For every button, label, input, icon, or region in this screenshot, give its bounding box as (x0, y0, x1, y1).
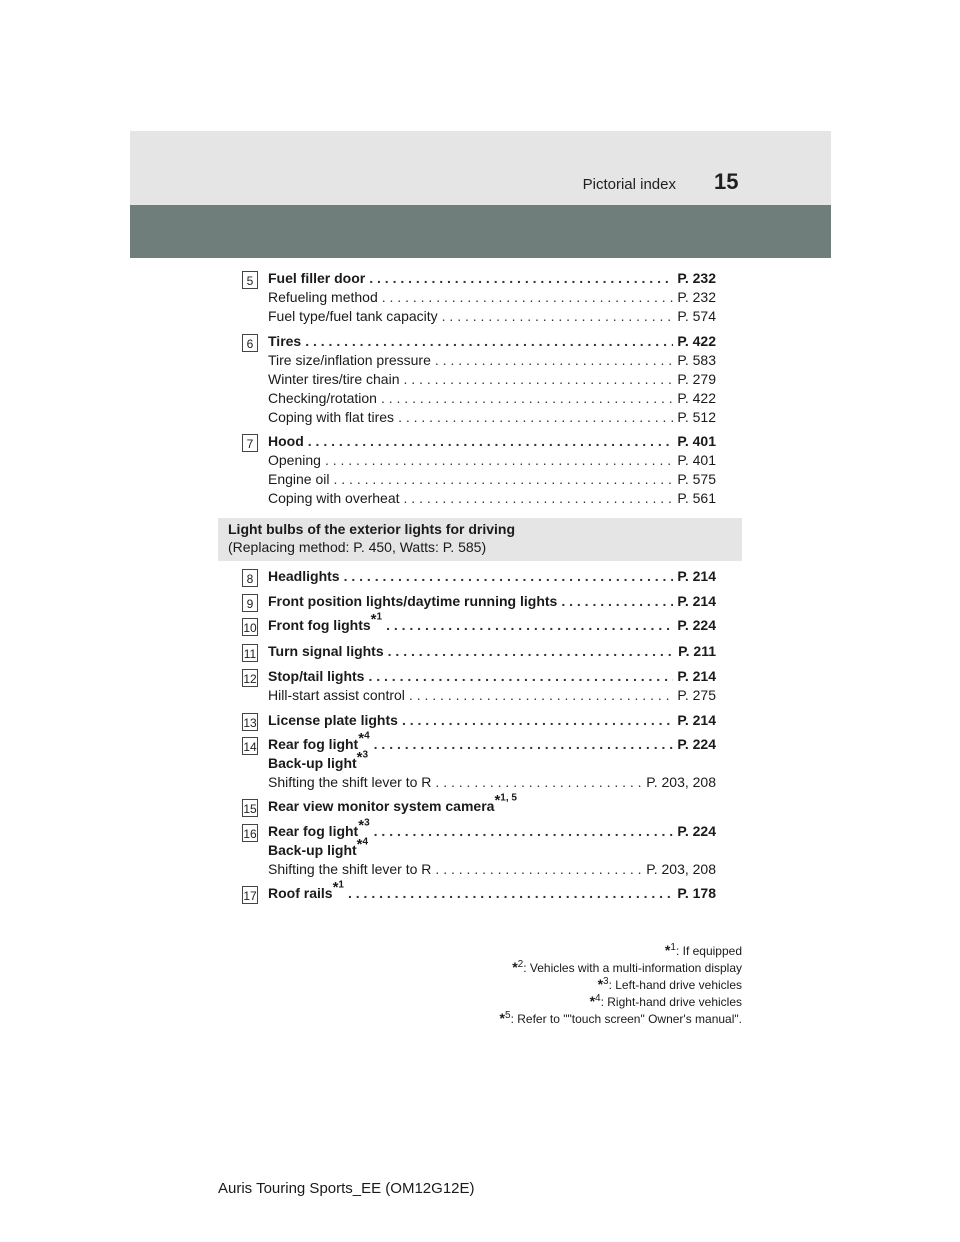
entry-label: Tires (268, 333, 302, 349)
footnote-ref: 4 (364, 731, 370, 743)
page-reference[interactable]: P. 211 (678, 643, 716, 659)
index-entry (242, 333, 716, 428)
entry-main-line (268, 270, 716, 289)
entry-number-badge: 7 (242, 434, 258, 452)
entry-label: Engine oil (268, 471, 330, 487)
dot-leader (403, 371, 673, 387)
entry-label: Opening (268, 452, 321, 468)
index-entry (242, 668, 716, 706)
asterisk-mark: * (597, 976, 604, 992)
section-title: Pictorial index (582, 176, 676, 193)
index-entry (242, 643, 716, 662)
entry-label: Hood (268, 433, 304, 449)
entry-number-badge: 6 (242, 334, 258, 352)
footnote-number: 1 (670, 942, 676, 953)
entry-label: License plate lights (268, 712, 398, 728)
index-entry (242, 730, 716, 793)
dot-leader (374, 823, 674, 839)
header-dark-band (130, 205, 831, 258)
footnote-ref: 1 (338, 880, 344, 892)
dot-leader (305, 333, 673, 349)
footnote-text: : Refer to ""touch screen" Owner's manual". (510, 1012, 742, 1026)
footnote-row (500, 959, 742, 976)
page-reference[interactable]: P. 275 (677, 687, 716, 703)
page-reference[interactable]: P. 203, 208 (646, 861, 716, 877)
asterisk-mark: * (356, 749, 363, 767)
dot-leader (348, 885, 673, 901)
page-reference[interactable]: P. 214 (677, 568, 716, 584)
entry-label: Tire size/inflation pressure (268, 352, 431, 368)
asterisk-mark: * (589, 993, 596, 1009)
dot-leader (374, 736, 674, 752)
entry-label: Roof rails$^{*^1}$ (268, 879, 344, 901)
dot-leader (325, 452, 673, 468)
entry-main-line (268, 433, 716, 452)
entry-label: Checking/rotation (268, 390, 377, 406)
entry-sub-line (268, 774, 716, 793)
page-reference[interactable]: P. 232 (677, 289, 716, 305)
entry-main-line (268, 817, 716, 842)
footnote-number: 5 (505, 1010, 511, 1021)
footer-manual-id: Auris Touring Sports_EE (OM12G12E) (218, 1180, 475, 1197)
dot-leader (308, 433, 674, 449)
footnote-marker (356, 836, 369, 854)
footnote-row (500, 993, 742, 1010)
entry-number-badge: 15 (242, 799, 258, 817)
dot-leader (388, 643, 674, 659)
index-entry (242, 593, 716, 612)
entry-label: Fuel filler door (268, 270, 366, 286)
entry-main-line (268, 568, 716, 587)
asterisk-mark: * (664, 942, 671, 958)
entry-number-badge: 10 (242, 618, 258, 636)
dot-leader (381, 390, 673, 406)
footnote-text: : If equipped (675, 944, 742, 958)
entry-sub-line (268, 352, 716, 371)
entry-sub-line (268, 390, 716, 409)
page-reference[interactable]: P. 224 (677, 736, 716, 752)
entry-sub-line (268, 289, 716, 308)
entry-number-badge: 5 (242, 271, 258, 289)
entry-main-line (268, 643, 716, 662)
page-reference[interactable]: P. 574 (677, 308, 716, 324)
footnote-ref: 4 (362, 837, 369, 849)
entry-label: Back-up light$^{*^4}$ (268, 836, 369, 858)
entry-main-line (268, 668, 716, 687)
dot-leader (561, 593, 673, 609)
entry-main-line (268, 712, 716, 731)
entry-sub-line (268, 308, 716, 327)
index-entry (242, 712, 716, 731)
entry-sub-line (268, 687, 716, 706)
entry-sub-line (268, 371, 716, 390)
footnote-row (500, 976, 742, 993)
index-entry (242, 792, 716, 817)
page-reference[interactable]: P. 512 (677, 409, 716, 425)
dot-leader (442, 308, 674, 324)
footnote-ref: 3 (364, 818, 370, 830)
page-reference[interactable]: P. 401 (677, 433, 716, 449)
footnote-ref: 1, 5 (500, 793, 517, 805)
entry-number-badge: 9 (242, 594, 258, 612)
entry-label: Rear fog light$^{*^4}$ (268, 730, 370, 752)
dot-leader (409, 687, 673, 703)
entry-sub-line (268, 490, 716, 509)
dot-leader (369, 270, 673, 286)
entry-label: Coping with overheat (268, 490, 400, 506)
entry-number-badge: 14 (242, 737, 258, 755)
dot-leader (435, 861, 642, 877)
footnote-marker (332, 879, 344, 897)
page-reference[interactable]: P. 214 (677, 593, 716, 609)
asterisk-mark: * (512, 959, 518, 975)
footnote-number: 3 (603, 976, 609, 987)
dot-leader (368, 668, 673, 684)
entry-label: Hill-start assist control (268, 687, 405, 703)
page-reference[interactable]: P. 214 (677, 668, 716, 684)
asterisk-mark: * (356, 836, 363, 854)
dot-leader (382, 289, 674, 305)
footnote-marker (356, 749, 369, 767)
entry-label: Winter tires/tire chain (268, 371, 400, 387)
section-heading: Light bulbs of the exterior lights for driving (228, 521, 515, 537)
footnote-text: : Vehicles with a multi-information display (523, 961, 742, 975)
asterisk-mark: * (358, 730, 365, 748)
asterisk-mark: * (370, 611, 377, 629)
entry-label: Stop/tail lights (268, 668, 365, 684)
entry-label: Fuel type/fuel tank capacity (268, 308, 438, 324)
entry-label: Coping with flat tires (268, 409, 395, 425)
index-entry (242, 270, 716, 327)
dot-leader (435, 774, 642, 790)
page-reference[interactable]: P. 203, 208 (646, 774, 716, 790)
entry-label: Shifting the shift lever to R (268, 861, 432, 877)
entry-label: Back-up light$^{*^3}$ (268, 749, 369, 771)
index-entry (242, 879, 716, 904)
entry-sub-line (268, 471, 716, 490)
footnote-marker (358, 730, 370, 748)
entry-main-line (268, 749, 716, 774)
index-entry (242, 611, 716, 636)
dot-leader (398, 409, 673, 425)
asterisk-mark: * (358, 817, 365, 835)
dot-leader (404, 490, 674, 506)
footnote-marker (370, 611, 383, 629)
entry-label: Headlights (268, 568, 340, 584)
footnote-row (500, 1010, 742, 1027)
page-reference[interactable]: P. 422 (677, 390, 716, 406)
entry-number-badge: 16 (242, 824, 258, 842)
footnote-marker (494, 792, 517, 810)
entry-main-line (268, 611, 716, 636)
entry-number-badge: 12 (242, 669, 258, 687)
footnote-marker (358, 817, 370, 835)
dot-leader (435, 352, 673, 368)
entry-main-line (268, 593, 716, 612)
footnotes (500, 942, 742, 1027)
index-entry (242, 433, 716, 509)
footnote-text: : Left-hand drive vehicles (608, 978, 742, 992)
page-reference[interactable]: P. 583 (677, 352, 716, 368)
page-reference[interactable]: P. 224 (677, 617, 716, 633)
entry-label: Front position lights/daytime running lights (268, 593, 558, 609)
asterisk-mark: * (332, 879, 339, 897)
entry-main-line (268, 836, 716, 861)
dot-leader (334, 471, 674, 487)
entry-label: Turn signal lights (268, 643, 384, 659)
entry-label: Shifting the shift lever to R (268, 774, 432, 790)
entry-label: Rear view monitor system camera$^{*^{1, 5}}$ (268, 792, 517, 814)
index-entry (242, 568, 716, 587)
entry-sub-line (268, 861, 716, 880)
page-reference[interactable]: P. 232 (677, 270, 716, 286)
page-reference[interactable]: P. 178 (677, 885, 716, 901)
entry-number-badge: 11 (242, 644, 258, 662)
asterisk-mark: * (494, 792, 501, 810)
entry-main-line (268, 879, 716, 904)
section-subheading: (Replacing method: P. 450, Watts: P. 585) (228, 539, 487, 555)
page-reference[interactable]: P. 214 (677, 712, 716, 728)
page-reference[interactable]: P. 401 (677, 452, 716, 468)
page-reference[interactable]: P. 575 (677, 471, 716, 487)
entry-sub-line (268, 452, 716, 471)
entry-main-line (268, 792, 716, 817)
entry-sub-line (268, 409, 716, 428)
entry-main-line (268, 730, 716, 755)
entry-label: Rear fog light$^{*^3}$ (268, 817, 370, 839)
footnote-ref: 3 (362, 750, 369, 762)
entry-main-line (268, 333, 716, 352)
entry-number-badge: 8 (242, 569, 258, 587)
page-reference[interactable]: P. 422 (677, 333, 716, 349)
asterisk-mark: * (499, 1010, 505, 1026)
page-number: 15 (714, 169, 739, 194)
index-entry (242, 817, 716, 880)
page-reference[interactable]: P. 279 (677, 371, 716, 387)
page-reference[interactable]: P. 561 (677, 490, 716, 506)
footnote-row (500, 942, 742, 959)
footnote-ref: 1 (376, 612, 383, 624)
entry-number-badge: 17 (242, 886, 258, 904)
entry-label: Refueling method (268, 289, 378, 305)
dot-leader (386, 617, 673, 633)
entry-number-badge: 13 (242, 713, 258, 731)
dot-leader (402, 712, 673, 728)
footnote-number: 2 (517, 959, 524, 970)
section-heading-band (218, 518, 742, 561)
page-reference[interactable]: P. 224 (677, 823, 716, 839)
entry-label: Front fog lights$^{*^1}$ (268, 611, 383, 633)
dot-leader (344, 568, 674, 584)
footnote-number: 4 (595, 993, 601, 1004)
footnote-text: : Right-hand drive vehicles (600, 995, 742, 1009)
